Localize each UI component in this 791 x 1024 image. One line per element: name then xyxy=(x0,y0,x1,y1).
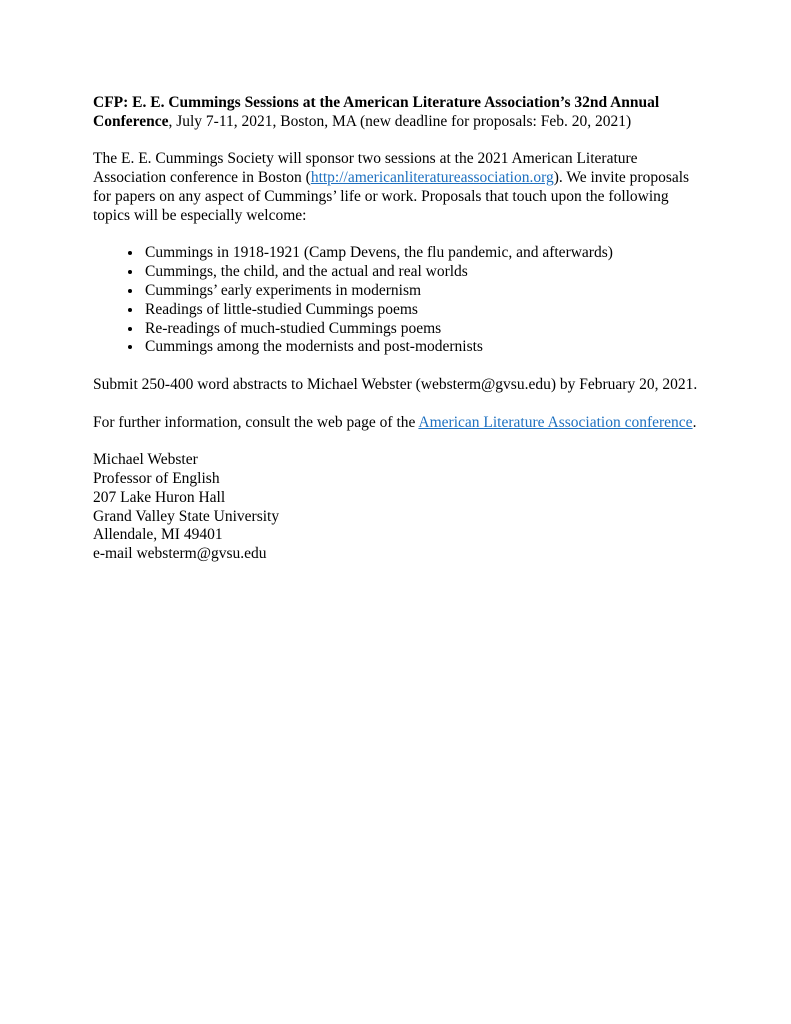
document-content xyxy=(93,94,705,564)
ala-conference-link[interactable]: American Literature Association conference xyxy=(418,413,693,431)
signature-line-role: Professor of English xyxy=(93,469,220,487)
list-item: • Cummings’ early experiments in modernism xyxy=(143,282,705,301)
cfp-title-regular: , July 7-11, 2021, Boston, MA (new deadline for proposals: Feb. 20, 2021) xyxy=(168,112,632,130)
intro-text-after-link: ). We invite proposals for papers on any aspect of Cummings’ life or work. Proposals that touch upon the following topics will be especially welcome: xyxy=(93,169,690,224)
further-info-text-after-link: . xyxy=(692,413,697,431)
further-info-text-before-link: For further information, consult the web page of the xyxy=(93,413,419,431)
list-item: • Cummings in 1918-1921 (Camp Devens, the flu pandemic, and afterwards) xyxy=(143,244,705,263)
signature-block xyxy=(93,451,705,564)
ala-url-link[interactable]: http://americanliteratureassociation.org xyxy=(310,169,554,187)
signature-line-name: Michael Webster xyxy=(93,451,198,469)
intro-text-before-link: The E. E. Cummings Society will sponsor two sessions at the 2021 American Literature Association conference in Boston ( xyxy=(93,150,638,187)
signature-line-university: Grand Valley State University xyxy=(93,507,280,525)
list-item: • Cummings, the child, and the actual and real worlds xyxy=(143,263,705,282)
submission-paragraph: Submit 250-400 word abstracts to Michael Webster (websterm@gvsu.edu) by February 20, 2021. xyxy=(93,375,698,393)
signature-line-address: 207 Lake Huron Hall xyxy=(93,488,226,506)
signature-line-email: e-mail websterm@gvsu.edu xyxy=(93,545,267,563)
cfp-title xyxy=(93,94,705,132)
further-info-paragraph xyxy=(93,414,705,433)
cfp-title-bold: CFP: E. E. Cummings Sessions at the American Literature Association’s 32nd Annual Conference xyxy=(93,94,660,130)
intro-paragraph xyxy=(93,150,705,225)
topics-list xyxy=(93,244,705,357)
list-item: • Cummings among the modernists and post-modernists xyxy=(143,338,705,357)
list-item: • Readings of little-studied Cummings poems xyxy=(143,301,705,320)
signature-line-city: Allendale, MI 49401 xyxy=(93,526,223,544)
list-item: • Re-readings of much-studied Cummings poems xyxy=(143,320,705,339)
